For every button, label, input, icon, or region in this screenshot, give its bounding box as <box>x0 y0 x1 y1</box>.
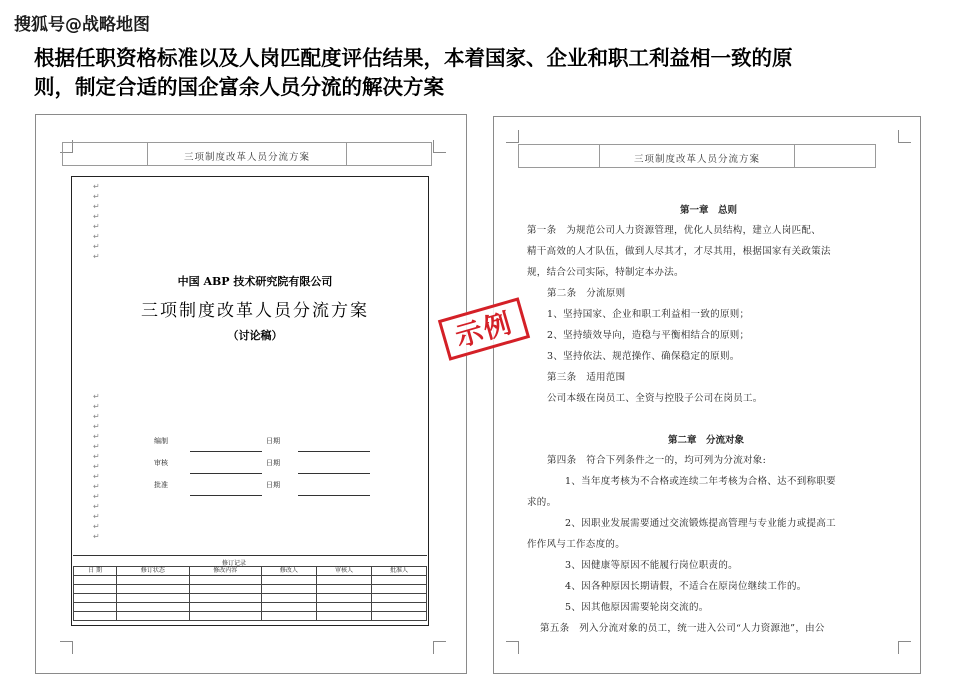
table-row <box>74 603 427 612</box>
text-line: 第二条 分流原则 <box>547 288 626 299</box>
table-header: 修订状态 <box>117 567 189 576</box>
table-row <box>74 567 427 576</box>
crop-mark-icon <box>60 641 73 654</box>
header-cell-right <box>794 144 876 168</box>
text-line: 2、因职业发展需要通过交流锻炼提高管理与专业能力或提高工 <box>565 518 836 529</box>
text-line: 5、因其他原因需要轮岗交流的。 <box>565 602 709 613</box>
form-date-label: 日期 <box>266 481 280 489</box>
text-line: 第一条 为规范公司人力资源管理，优化人员结构，建立人岗匹配、 <box>527 225 822 236</box>
table-row <box>74 576 427 585</box>
header-cell-left <box>62 142 148 166</box>
text-line: 3、坚持依法、规范操作、确保稳定的原则。 <box>547 351 740 362</box>
cover-title: 三项制度改革人员分流方案 <box>141 301 369 321</box>
text-line: 第五条 列入分流对象的员工，统一进入公司“人力资源池”，由公 <box>540 623 825 634</box>
form-label-approve: 批准 <box>154 481 168 489</box>
paragraph-marks-icon: ↵ ↵ ↵ ↵ ↵ ↵ ↵ ↵ ↵ ↵ ↵ ↵ ↵ ↵ ↵ <box>93 392 100 541</box>
text-line: 作作风与工作态度的。 <box>527 539 626 550</box>
crop-mark-icon <box>433 641 446 654</box>
example-stamp: 示例 <box>438 297 530 361</box>
crop-mark-icon <box>898 641 911 654</box>
table-row <box>74 612 427 621</box>
revision-rule <box>73 555 427 556</box>
text-line: 1、坚持国家、企业和职工利益相一致的原则； <box>547 309 750 320</box>
form-line <box>190 451 262 452</box>
table-header: 日 期 <box>74 567 117 576</box>
header-cell-right <box>346 142 432 166</box>
slide-headline <box>34 44 934 102</box>
text-line: 2、坚持绩效导向，造稳与平衡相结合的原则； <box>547 330 750 341</box>
paragraph-marks-icon: ↵ ↵ ↵ ↵ ↵ ↵ ↵ ↵ <box>93 182 100 261</box>
header-cell-left <box>518 144 600 168</box>
table-header: 批准人 <box>371 567 426 576</box>
form-line <box>298 473 370 474</box>
form-line <box>190 473 262 474</box>
text-line: 精干高效的人才队伍，做到人尽其才，才尽其用，根据国家有关政策法 <box>527 246 831 257</box>
table-row <box>74 585 427 594</box>
table-row <box>74 594 427 603</box>
headline-line-1: 根据任职资格标准以及人岗匹配度评估结果，本着国家、企业和职工利益相一致的原 <box>34 46 793 70</box>
text-line: 求的。 <box>527 497 557 508</box>
table-header: 审核人 <box>316 567 371 576</box>
text-line: 公司本级在岗员工、全资与控股子公司在岗员工。 <box>547 393 763 404</box>
company-name: 中国 ABP 技术研究院有限公司 <box>177 275 333 288</box>
form-line <box>298 495 370 496</box>
chapter-1-title: 第一章 总则 <box>680 205 738 216</box>
text-line: 规，结合公司实际，特制定本办法。 <box>527 267 684 278</box>
content-header-title: 三项制度改革人员分流方案 <box>633 154 760 165</box>
form-label-compile: 编制 <box>154 437 168 445</box>
revision-table <box>73 566 427 621</box>
text-line: 4、因各种原因长期请假，不适合在原岗位继续工作的。 <box>565 581 807 592</box>
crop-mark-icon <box>506 641 519 654</box>
form-line <box>298 451 370 452</box>
form-label-review: 审核 <box>154 459 168 467</box>
text-line: 3、因健康等原因不能履行岗位职责的。 <box>565 560 738 571</box>
text-line: 1、当年度考核为不合格或连续二年考核为合格、达不到称职要 <box>565 476 836 487</box>
table-header: 修改内容 <box>189 567 261 576</box>
text-line: 第三条 适用范围 <box>547 372 626 383</box>
cover-header-title: 三项制度改革人员分流方案 <box>183 152 310 163</box>
crop-mark-icon <box>506 130 519 143</box>
text-line: 第四条 符合下列条件之一的，均可列为分流对象: <box>547 455 767 466</box>
form-date-label: 日期 <box>266 459 280 467</box>
chapter-2-title: 第二章 分流对象 <box>668 435 745 446</box>
revision-title: 修订记录 <box>222 560 247 567</box>
table-header: 修改人 <box>261 567 316 576</box>
sohu-watermark: 搜狐号@战略地图 <box>14 15 150 35</box>
headline-line-2: 则，制定合适的国企富余人员分流的解决方案 <box>34 75 444 99</box>
crop-mark-icon <box>898 130 911 143</box>
form-date-label: 日期 <box>266 437 280 445</box>
draft-label: （讨论稿） <box>227 329 283 342</box>
crop-mark-icon <box>433 140 446 153</box>
form-line <box>190 495 262 496</box>
cover-frame <box>71 176 429 626</box>
